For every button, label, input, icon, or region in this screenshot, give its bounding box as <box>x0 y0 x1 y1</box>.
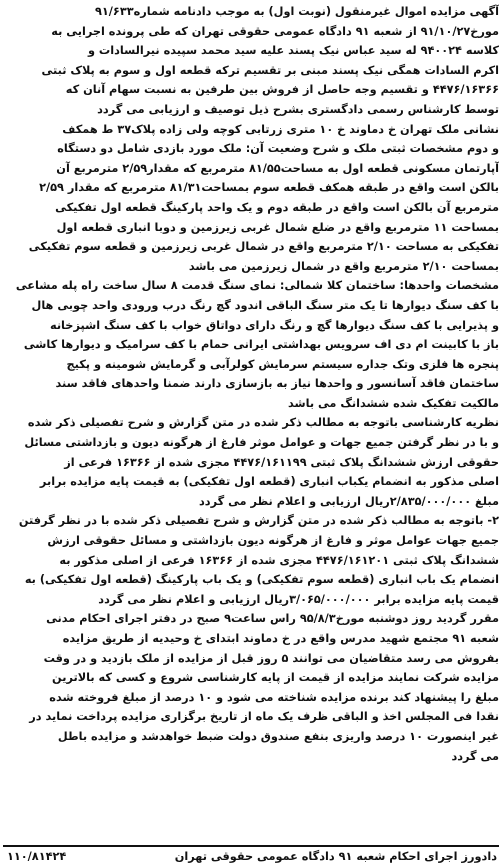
text-line: آگهی مزایده اموال غیرمنقول (نوبت اول) به موجب دادنامه شماره۹۱/۶۳۳ <box>95 5 499 18</box>
text-line: بمساحت ۱۱ مترمربع واقع در ضلع شمال غربی زیرزمین و دوبا انباری قطعه اول <box>56 220 499 234</box>
text-line: ۴۴۷۶/۱۶۳۶۶ و تقسیم وجه حاصل از فروش بین طرفین به نسبت سهام آنان که <box>65 83 499 97</box>
footer-signature: دادورز اجرای احکام شعبه ۹۱ دادگاه عمومی حقوقی تهران <box>174 850 497 863</box>
paragraph-specs <box>3 276 499 413</box>
text-line: اکرم السادات همگی نیک پسند مبنی بر تقسیم ترکه قطعه اول و سوم به پلاک ثبتی <box>41 63 499 77</box>
text-line: کلاسه ۹۴۰۰۲۴ له سید عباس نیک پسند علیه سید محمد سپیده نیرالسادات و <box>87 44 499 58</box>
text-line: بالکن است واقع در طبقه همکف قطعه سوم بمساحت۸۱/۳۱ مترمربع که مقدار ۲/۵۹ <box>39 181 499 195</box>
text-line: مبلغ ۲/۸۳۵/۰۰۰/۰۰۰ریال ارزیابی و اعلام نظر می گردد <box>199 494 499 508</box>
paragraph-valuation-2 <box>3 511 499 609</box>
text-line: مشخصات واحدها: ساختمان کلا شمالی: نمای سنگ قدمت ۸ سال ساخت راه پله مشاعی <box>15 279 499 293</box>
text-line: و دوم مشخصات ثبتی ملک و شرح وضعیت آن: ملک مورد بازدی شامل دو دستگاه <box>57 142 499 156</box>
text-line: باز با کابینت ام دی اف سرویس بهداشتی ایرانی حمام با کف سرامیک و دیوارها کاشی <box>23 338 499 352</box>
text-line: ساختمان فاقد آسانسور و واحدها نیاز به بازسازی دارند ضمنا واحدهای فاقد سند <box>55 377 499 391</box>
text-line: مبلغ را پیشنهاد کند برنده مزایده شناخته می شود و ۱۰ درصد از مبلغ فروخته شده <box>49 690 499 704</box>
text-line: نقدا فی المجلس اخذ و الباقی ظرف یک ماه از تاریخ برگزاری مزایده پرداخت نماید در <box>29 710 499 724</box>
paragraph-address <box>3 120 499 277</box>
text-line: و پذیرایی با کف سنگ دیوارها گچ و رنگ دارای دواتاق خواب با کف سنگ اشپزخانه <box>49 318 499 332</box>
text-line: نظریه کارشناسی باتوجه به مطالب ذکر شده در متن گزارش و شرح تفصیلی ذکر شده <box>27 416 499 430</box>
text-line: تفکیکی به مساحت ۲/۱۰ مترمربع واقع در شمال غربی زیرزمین و قطعه سوم تفکیکی <box>28 240 499 254</box>
text-line: قیمت پایه مزایده برابر ۳/۰۶۵/۰۰۰/۰۰۰ریال ارزیابی و اعلام نظر می گردد <box>98 592 499 606</box>
text-line: شعبه ۹۱ مجتمع شهید مدرس واقع در خ دماوند ابتدای خ وحیدیه از طریق مزایده <box>62 632 499 645</box>
text-line: می گردد <box>451 749 499 763</box>
auction-notice <box>3 2 499 864</box>
text-line: غیر اینصورت ۱۰ درصد واریزی بنفع صندوق دولت ضبط خواهدشد و مزایده باطل <box>57 729 499 743</box>
text-line: آپارتمان مسکونی قطعه اول به مساحت۸۱/۵۵ مترمربع که مقدار۲/۵۹ مترمربع آن <box>56 161 499 175</box>
text-line: بفروش می رسد متقاضیان می توانند ۵ روز قبل از مزایده از ملک بازدید و در وقت <box>43 651 499 665</box>
text-line: ۲- باتوجه به مطالب ذکر شده در متن گزارش و شرح تفصیلی ذکر شده با در نظر گرفتن <box>18 514 499 528</box>
text-line: انضمام یک باب انباری (قطعه سوم تفکیکی) و یک باب پارکینگ (قطعه اول تفکیکی) به <box>24 573 499 587</box>
text-line: مورخ۹۱/۱۰/۲۷ از شعبه ۹۱ دادگاه عمومی حقوقی تهران که طی پرونده اجرایی به <box>51 24 499 38</box>
text-line: نشانی ملک تهران خ دماوند خ ۱۰ متری زرتابی کوچه ولی زاده پلاک۳۷ ط همکف <box>62 122 499 136</box>
text-line: حقوقی ارزش ششدانگ پلاک ثبتی ۴۴۷۶/۱۶۱۱۹۹ مجزی شده از ۱۶۳۶۶ فرعی از <box>64 455 499 469</box>
text-line: با کف سنگ دیوارها تا یک متر سنگ الباقی اندود گچ رنگ درب ورودی واحد چوبی هال <box>31 298 499 312</box>
text-line: مزایده شرکت نمایند مزایده از قیمت از پایه کارشناسی شروع و کسی که بالاترین <box>52 671 499 685</box>
paragraph-intro <box>3 2 499 120</box>
notice-footer <box>3 845 499 868</box>
paragraph-valuation-1 <box>3 413 499 511</box>
text-line: و با در نظر گرفتن جمیع جهات و عوامل موثر فارغ از هرگونه دیون و بازداشتی مسائل <box>24 436 499 450</box>
text-line: مقرر گردید روز دوشنبه مورخ۹۵/۸/۳ راس ساعت۹ صبح در دفتر اجرای احکام مدنی <box>46 612 499 626</box>
text-line: ششدانگ پلاک ثبتی ۴۴۷۶/۱۶۱۲۰۱ مجزی شده از ۱۶۳۶۶ فرعی از اصلی مذکور به <box>59 553 499 567</box>
text-line: بمساحت ۲/۱۰ مترمربع واقع در شمال زیرزمین می باشد <box>188 259 499 273</box>
footer-reference-number: ۱۱۰/۸۱۴۲۴ <box>7 850 67 863</box>
paragraph-auction-terms <box>3 609 499 766</box>
text-line: پنجره ها فلزی وتک جداره سیستم سرمایش کولرآبی و گرمایش شومینه و پکیج <box>66 357 499 371</box>
text-line: اصلی مذکور به انضمام یکباب انباری (قطعه اول تفکیکی) به قیمت پایه مزایده برابر <box>39 475 499 489</box>
text-line: جمیع جهات عوامل موثر و فارغ از هرگونه دیون بازداشتی و مسائل حقوقی ارزش <box>47 534 499 548</box>
text-line: مترمربع آن بالکن است واقع در طبقه دوم و یک واحد پارکینگ قطعه اول تفکیکی <box>55 200 499 214</box>
text-line: مالکیت تفکیک شده ششدانگ می باشد <box>287 396 499 410</box>
text-line: توسط کارشناس رسمی دادگستری بشرح ذیل توصیف و ارزیابی می گردد <box>97 102 499 116</box>
